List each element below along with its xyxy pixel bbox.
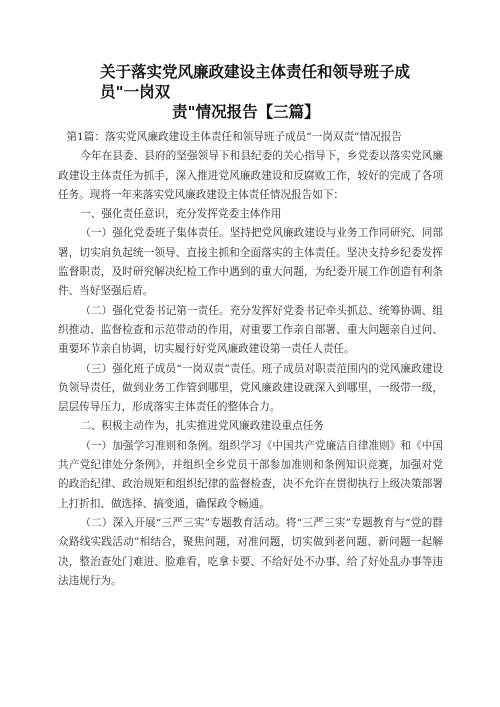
- title-line-2: 责"情况报告【三篇】: [172, 103, 320, 121]
- title-line-1: 关于落实党风廉政建设主体责任和领导班子成员"一岗双: [100, 63, 411, 101]
- document-title: [100, 62, 440, 122]
- paragraph-2-2: （二）深入开展“三严三实”专题教育活动。将“三严三实”专题教育与“党的群众路线实践活动”相结合，聚焦问题，对准问题，切实做到老问题、新问题一起解决，整治查处门难进、脸难看，吃拿卡要、不给好处不办事、给了好处乱办事等违法违规行为。: [58, 516, 443, 587]
- paragraph-2-1: （一）加强学习准则和条例。组织学习《中国共产党廉洁自律准则》和《中国共产党纪律处分条例》，并组织全乡党员干部参加准则和条例知识竞赛，加强对党的政治纪律、政治规矩和组织纪律的监督检查，决不允许在贯彻执行上级决策部署上打折扣、做选择、搞变通，确保政令畅通。: [58, 439, 443, 510]
- paragraph-1-2: （二）强化党委书记第一责任。充分发挥好党委书记牵头抓总、统筹协调、组织推动、监督检查和示范带动的作用，对重要工作亲自部署、重大问题亲自过问、重要环节亲自协调，切实履行好党风廉政建设第一责任人责任。: [58, 304, 443, 356]
- article-heading: 第1篇：落实党风廉政建设主体责任和领导班子成员“一岗双责”情况报告: [66, 131, 402, 143]
- paragraph-1-3: （三）强化班子成员“一岗双责”责任。班子成员对职责范围内的党风廉政建设负领导责任，做到业务工作管到哪里，党风廉政建设就深入到哪里，一级带一级，层层传导压力，形成落实主体责任的整体合力。: [58, 362, 443, 414]
- paragraph-1-1: （一）强化党委班子集体责任。坚持把党风廉政建设与业务工作同研究、同部署，切实肩负起统一领导、直接主抓和全面落实的主体责任。坚决支持乡纪委发挥监督职责，及时研究解决纪检工作中遇到的重大问题，为纪委开展工作创造有利条件、当好坚强后盾。: [58, 227, 443, 298]
- section-heading-2: 二、积极主动作为，扎实推进党风廉政建设重点任务: [80, 420, 324, 433]
- section-heading-1: 一、强化责任意识，充分发挥党委主体作用: [80, 208, 282, 221]
- intro-paragraph: 今年在县委、县府的坚强领导下和县纪委的关心指导下，乡党委以落实党风廉政建设主体责任为抓手，深入推进党风廉政建设和反腐败工作，较好的完成了各项任务。现将一年来落实党风廉政建设主体责任情况报告如下：: [58, 150, 443, 201]
- document-body: [58, 128, 443, 591]
